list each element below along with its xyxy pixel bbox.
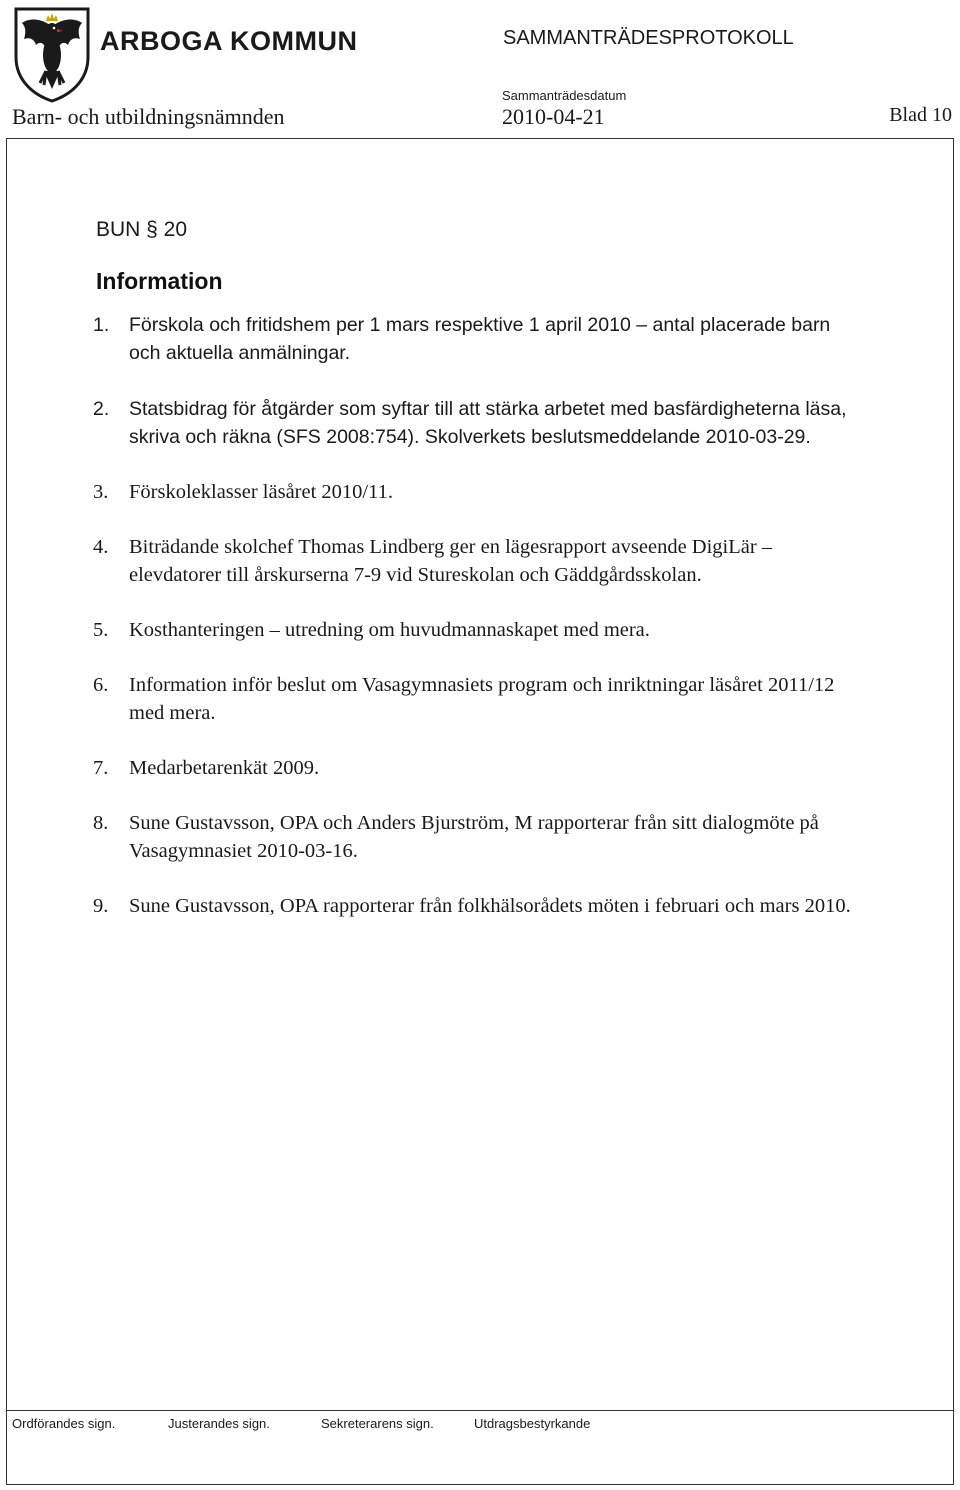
list-item	[93, 616, 853, 644]
item-text: Biträdande skolchef Thomas Lindberg ger en lägesrapport avseende DigiLär – elevdatorer till årskurserna 7-9 vid Stureskolan och Gäddgårdsskolan.	[129, 536, 773, 586]
list-item	[93, 809, 853, 865]
page-number: Blad 10	[889, 104, 952, 126]
item-number: 6.	[93, 674, 109, 696]
extract-verified-label: Utdragsbestyrkande	[474, 1416, 591, 1431]
list-item	[93, 478, 853, 506]
item-text: Förskola och fritidshem per 1 mars respektive 1 april 2010 – antal placerade barn och aktuella anmälningar.	[129, 314, 831, 364]
item-number: 9.	[93, 895, 109, 917]
meeting-date: 2010-04-21	[502, 104, 605, 129]
list-item	[93, 754, 853, 782]
item-number: 2.	[93, 398, 110, 420]
municipal-coat-of-arms-logo	[10, 5, 94, 103]
list-item	[93, 671, 853, 727]
item-number: 4.	[93, 536, 109, 558]
item-text: Sune Gustavsson, OPA rapporterar från folkhälsorådets möten i februari och mars 2010.	[129, 895, 851, 917]
list-item	[93, 533, 853, 589]
item-text: Sune Gustavsson, OPA och Anders Bjurström, M rapporterar från sitt dialogmöte på Vasagymnasiet 2010-03-16.	[129, 812, 819, 862]
paragraph-number: BUN § 20	[96, 218, 188, 241]
item-text: Förskoleklasser läsåret 2010/11.	[129, 481, 393, 503]
item-text: Statsbidrag för åtgärder som syftar till att stärka arbetet med basfärdigheterna läsa, skriva och räkna (SFS 2008:754). Skolverkets beslutsmeddelande 2010-03-29.	[129, 398, 847, 448]
item-text: Information inför beslut om Vasagymnasiets program och inriktningar läsåret 2011/12 med mera.	[129, 674, 835, 724]
item-number: 3.	[93, 481, 109, 503]
item-number: 5.	[93, 619, 109, 641]
secretary-signature-label: Sekreterarens sign.	[321, 1416, 434, 1431]
document-type: SAMMANTRÄDESPROTOKOLL	[503, 27, 794, 49]
date-label: Sammanträdesdatum	[502, 88, 627, 103]
information-list	[93, 311, 853, 920]
chair-signature-label: Ordförandes sign.	[12, 1416, 116, 1431]
list-item	[93, 311, 853, 367]
section-heading: Information	[96, 268, 223, 294]
list-item	[93, 892, 853, 920]
item-text: Kosthanteringen – utredning om huvudmannaskapet med mera.	[129, 619, 650, 641]
item-text: Medarbetarenkät 2009.	[129, 757, 320, 779]
adjuster-signature-label: Justerandes sign.	[168, 1416, 270, 1431]
list-item	[93, 395, 853, 451]
item-number: 8.	[93, 812, 109, 834]
item-number: 1.	[93, 314, 110, 336]
item-number: 7.	[93, 757, 109, 779]
footer-divider	[6, 1410, 954, 1411]
municipality-name: ARBOGA KOMMUN	[100, 26, 358, 56]
committee-name: Barn- och utbildningsnämnden	[12, 104, 285, 129]
